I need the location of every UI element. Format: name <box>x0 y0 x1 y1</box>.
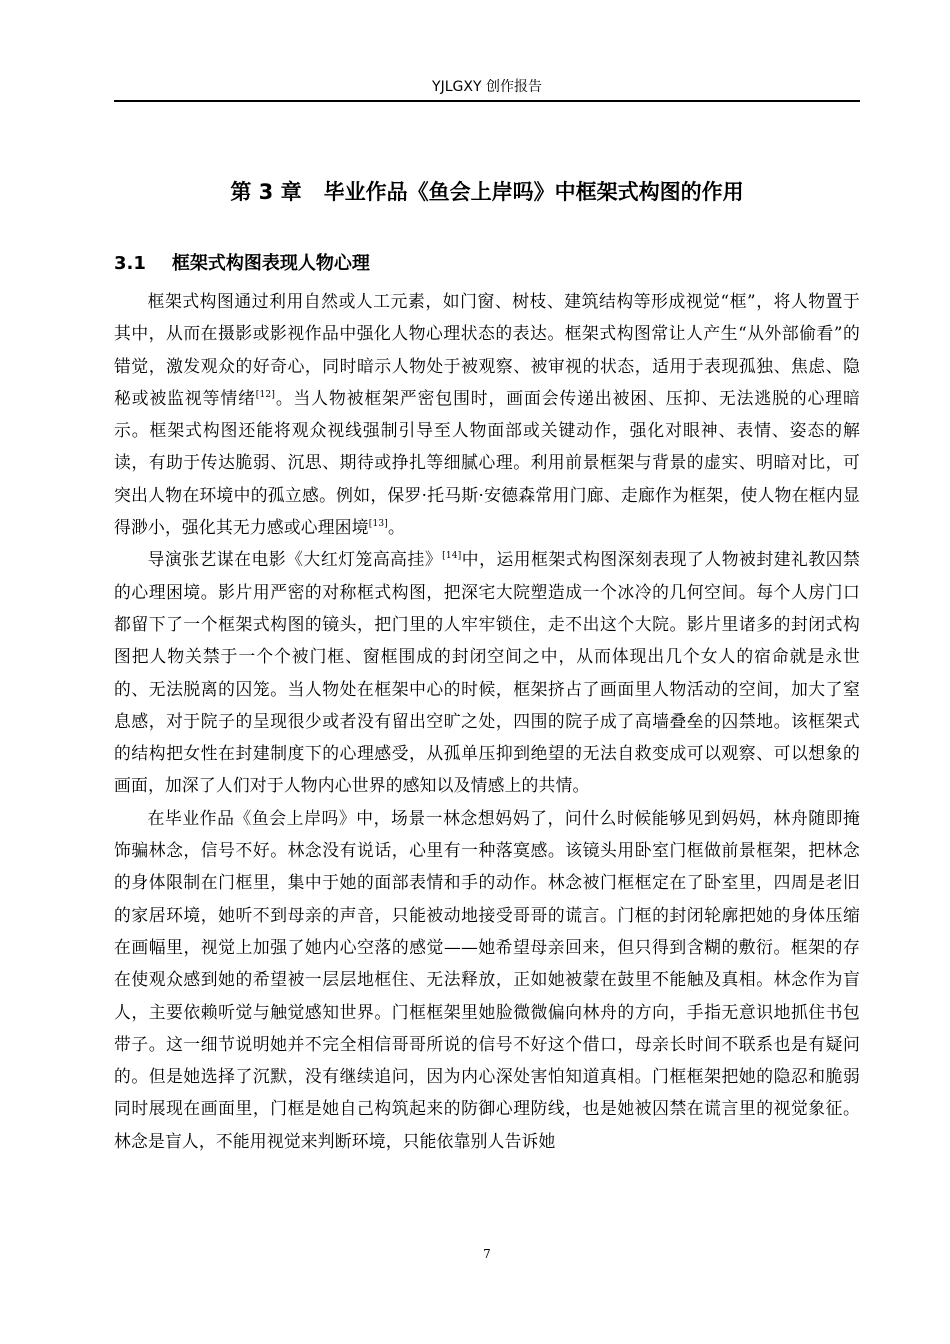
citation-ref: [13] <box>368 519 389 530</box>
page-number: 7 <box>483 1247 491 1261</box>
chapter-title-text: 毕业作品《鱼会上岸吗》中框架式构图的作用 <box>323 180 744 204</box>
paragraph-text: 。当人物被框架严密包围时，画面会传递出被困、压抑、无法逃脱的心理暗示。框架式构图还能将观众视线强制引导至人物面部或关键动作，强化对眼神、表情、姿态的解读，有助于传达脆弱、沉思、期待或挣扎等细腻心理。利用前景框架与背景的虚实、明暗对比，可突出人物在环境中的孤立感。例如，保罗·托马斯·安德森常用门廊、走廊作为框架，使人物在框内显得渺小，强化其无力感或心理困境 <box>114 387 860 538</box>
paragraph-text: 框架式构图通过利用自然或人工元素，如门窗、树枝、建筑结构等形成视觉“框”，将人物置于其中，从而在摄影或影视作品中强化人物心理状态的表达。框架式构图常让人产生“从外部偷看”的错觉，激发观众的好奇心，同时暗示人物处于被观察、被审视的状态，适用于表现孤独、焦虑、隐秘或被监视等情绪 <box>114 291 860 408</box>
citation-ref: [14] <box>442 551 462 562</box>
paragraph <box>114 285 860 543</box>
paragraph-text: 中，运用框架式构图深刻表现了人物被封建礼教囚禁的心理困境。影片用严密的对称框式构图，把深宅大院塑造成一个冰冷的几何空间。每个人房门口都留下了一个框架式构图的镜头，把门里的人牢牢锁住，走不出这个大院。影片里诸多的封闭式构图把人物关禁于一个个被门框、窗框围成的封闭空间之中，从而体现出几个女人的宿命就是永世的、无法脱离的囚笼。当人物处在框架中心的时候，框架挤占了画面里人物活动的空间，加大了窒息感，对于院子的呈现很少或者没有留出空旷之处，四围的院子成了高墙叠垒的囚禁地。该框架式的结构把女性在封建制度下的心理感受，从孤单压抑到绝望的无法自救变成可以观察、可以想象的画面，加深了人们对于人物内心世界的感知以及情感上的共情。 <box>114 549 860 796</box>
paragraph <box>114 543 860 801</box>
section-title-text: 框架式构图表现人物心理 <box>171 253 370 274</box>
chapter-number: 第 3 章 <box>230 180 302 204</box>
paragraph-text: 在毕业作品《鱼会上岸吗》中，场景一林念想妈妈了，问什么时候能够见到妈妈，林舟随即掩饰骗林念，信号不好。林念没有说话，心里有一种落寞感。该镜头用卧室门框做前景框架，把林念的身体限制在门框里，集中于她的面部表情和手的动作。林念被门框框定在了卧室里，四周是老旧的家居环境，她听不到母亲的声音，只能被动地接受哥哥的谎言。门框的封闭轮廓把她的身体压缩在画幅里，视觉上加强了她内心空落的感觉——她希望母亲回来，但只得到含糊的敷衍。框架的存在使观众感到她的希望被一层层地框住、无法释放，正如她被蒙在鼓里不能触及真相。林念作为盲人，主要依赖听觉与触觉感知世界。门框框架里她脸微微偏向林舟的方向，手指无意识地抓住书包带子。这一细节说明她并不完全相信哥哥所说的信号不好这个借口，母亲长时间不联系也是有疑问的。但是她选择了沉默，没有继续追问，因为内心深处害怕知道真相。门框框架把她的隐忍和脆弱同时展现在画面里，门框是她自己构筑起来的防御心理防线，也是她被囚禁在谎言里的视觉象征。林念是盲人，不能用视觉来判断环境，只能依靠别人告诉她 <box>114 807 860 1151</box>
paragraph <box>114 802 860 1157</box>
section-heading <box>114 250 860 278</box>
chapter-heading <box>114 176 860 208</box>
header-rule <box>114 100 860 102</box>
running-header: YJLGXY 创作报告 <box>432 79 542 95</box>
body-text <box>114 285 860 1157</box>
section-number: 3.1 <box>114 253 146 274</box>
citation-ref: [12] <box>255 389 276 400</box>
paragraph-text: 导演张艺谋在电影《大红灯笼高高挂》 <box>147 549 443 570</box>
paragraph-text: 。 <box>388 517 405 538</box>
